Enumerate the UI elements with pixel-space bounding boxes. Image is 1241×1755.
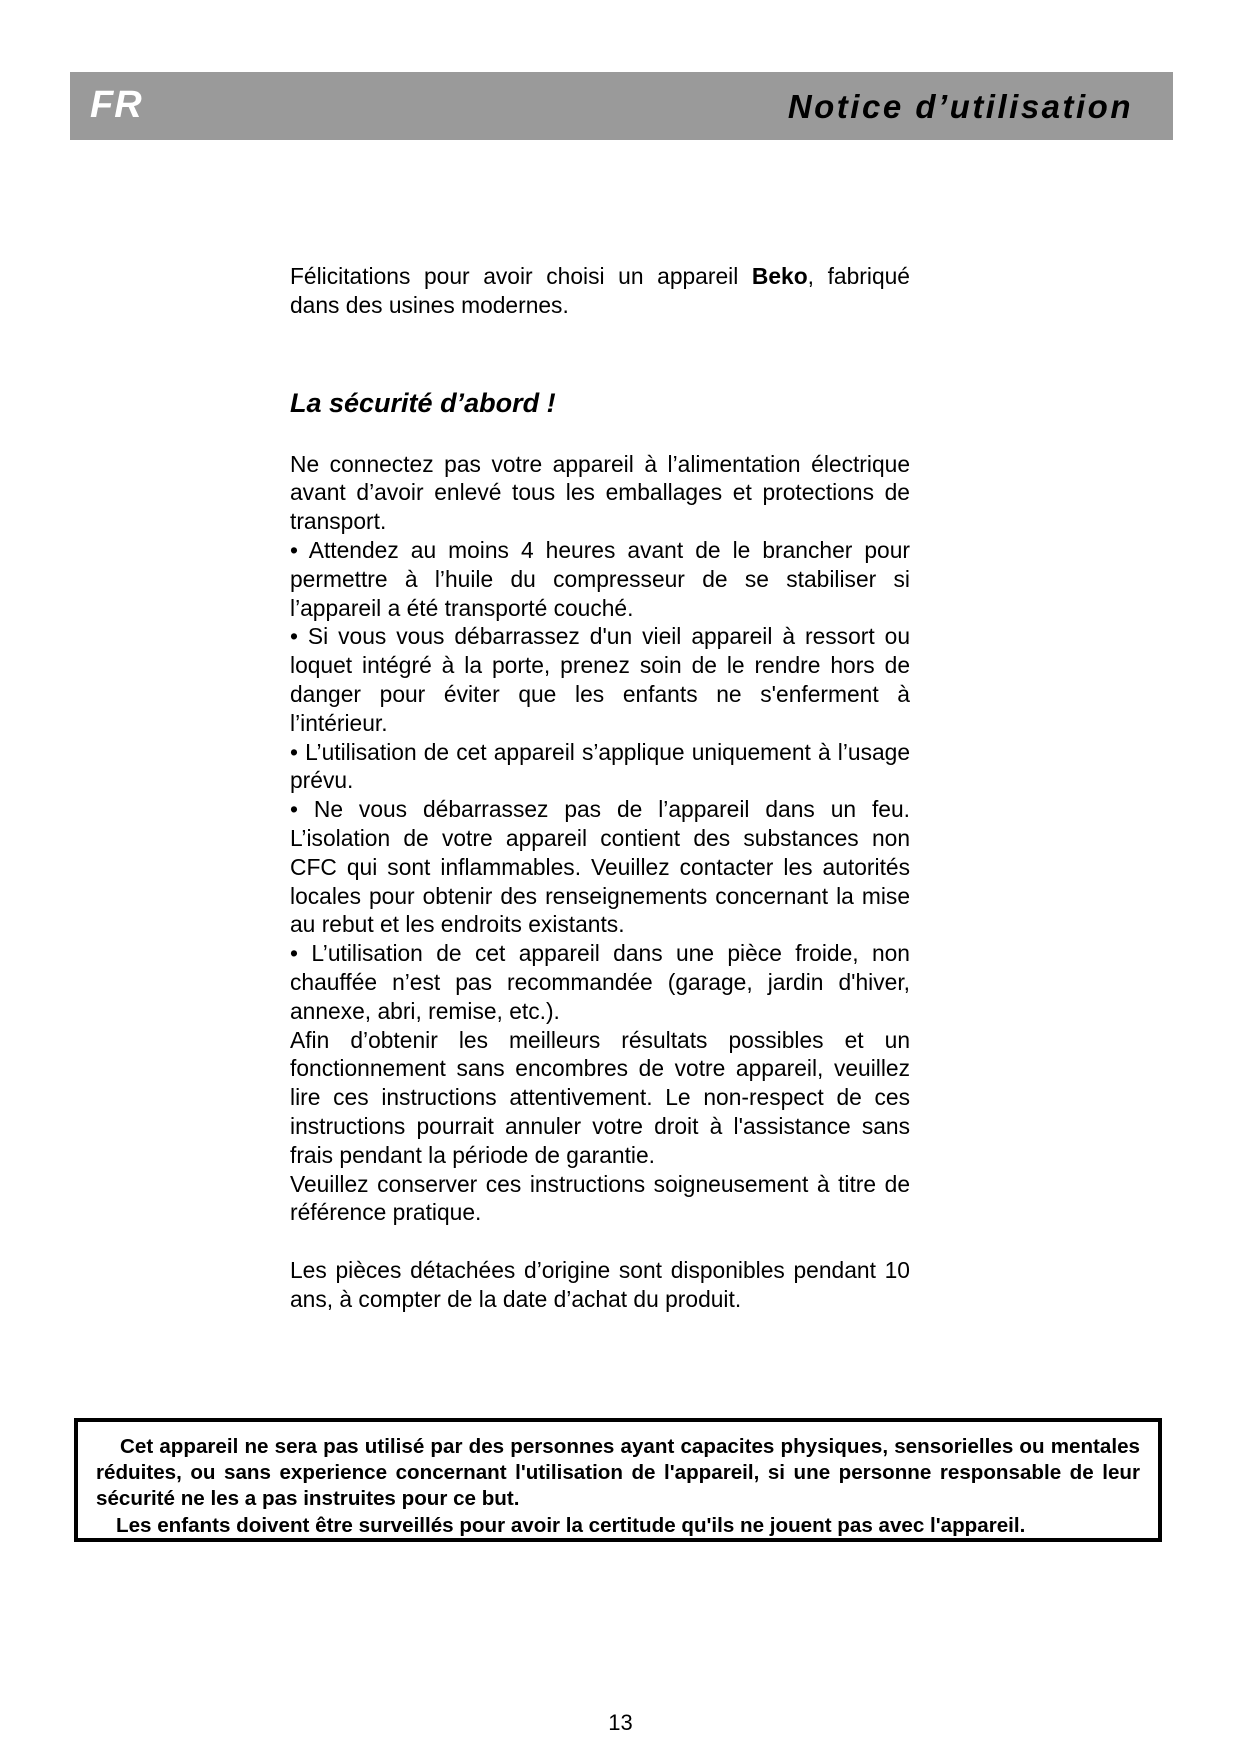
intro-text-end: , fabriqué dans des usines modernes. xyxy=(290,263,910,318)
warning-text-capacities: Cet appareil ne sera pas utilisé par des personnes ayant capacites physiques, sensorielles ou mentales réduites, ou sans experience concernant l'utilisation de l'appareil, si une personne responsable de leur sécurité ne les a pas instruites pour ce but. xyxy=(96,1435,1140,1511)
section-title-safety: La sécurité d’abord ! xyxy=(290,387,556,418)
main-content xyxy=(290,262,910,1314)
brand-name: Beko xyxy=(751,263,808,289)
warning-text-children: Les enfants doivent être surveillés pour avoir la certitude qu'ils ne jouent pas avec l'appareil. xyxy=(116,1513,1026,1537)
intro-paragraph xyxy=(290,262,910,320)
spare-parts-paragraph: Les pièces détachées d’origine sont disponibles pendant 10 ans, à compter de la date d’achat du produit. xyxy=(290,1256,910,1312)
safety-bullet: • L’utilisation de cet appareil s’applique uniquement à l’usage prévu. xyxy=(290,738,910,794)
document-title: Notice d’utilisation xyxy=(787,88,1133,125)
safety-bullet: • Ne vous débarrassez pas de l’appareil dans un feu. L’isolation de votre appareil contient des substances non CFC qui sont inflammables. Veuillez contacter les autorités locales pour obtenir des renseignements concernant la mise au rebut et les endroits existants. xyxy=(290,796,910,938)
safety-bullet: • Attendez au moins 4 heures avant de le brancher pour permettre à l’huile du compresseur de se stabiliser si l’appareil a été transporté couché. xyxy=(290,536,910,621)
intro-text-start: Félicitations pour avoir choisi un appareil xyxy=(290,263,752,289)
safety-paragraph: Afin d’obtenir les meilleurs résultats possibles et un fonctionnement sans encombres de votre appareil, veuillez lire ces instructions attentivement. Le non-respect de ces instructions pourrait annuler votre droit à l'assistance sans frais pendant la période de garantie. xyxy=(290,1026,910,1168)
header-bar xyxy=(70,72,1173,140)
page-number: 13 xyxy=(608,1710,633,1735)
safety-bullet: • L’utilisation de cet appareil dans une pièce froide, non chauffée n’est pas recommandée (garage, jardin d'hiver, annexe, abri, remise, etc.). xyxy=(290,940,910,1024)
safety-bullet: • Si vous vous débarrassez d'un vieil appareil à ressort ou loquet intégré à la porte, prenez soin de le rendre hors de danger pour éviter que les enfants ne s'enferment à l’intérieur. xyxy=(290,623,910,736)
safety-paragraph: Ne connectez pas votre appareil à l’alimentation électrique avant d’avoir enlevé tous les emballages et protections de transport. xyxy=(290,450,910,535)
warning-box xyxy=(74,1418,1162,1542)
safety-paragraph: Veuillez conserver ces instructions soigneusement à titre de référence pratique. xyxy=(290,1170,910,1226)
language-code: FR xyxy=(90,84,143,126)
